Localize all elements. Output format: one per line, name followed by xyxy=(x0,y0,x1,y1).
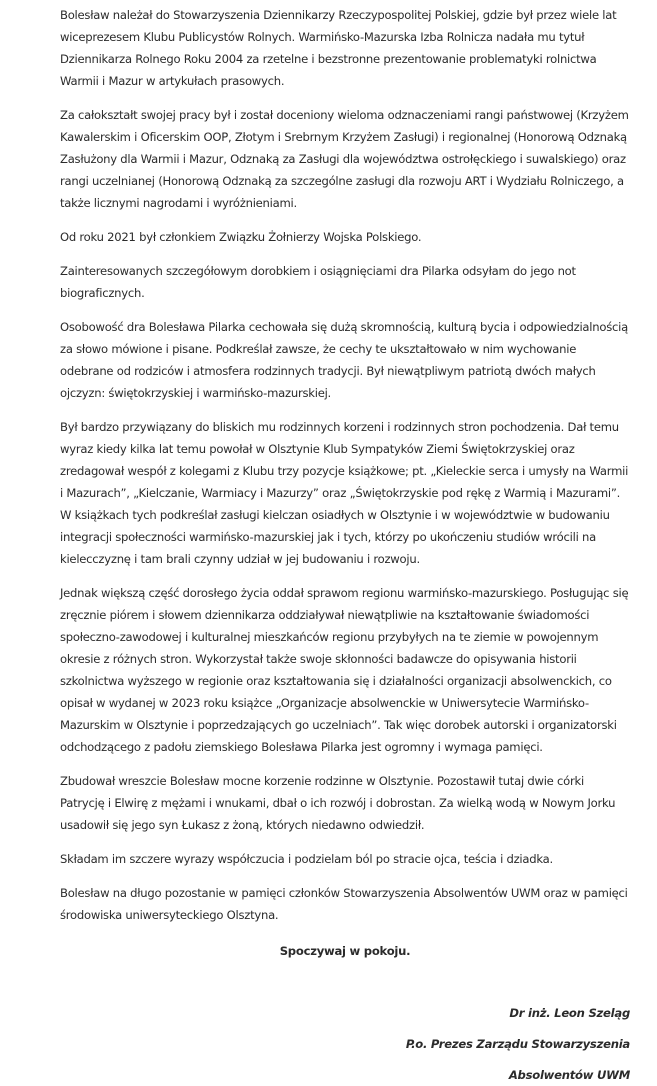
paragraph: Bolesław należał do Stowarzyszenia Dziennikarzy Rzeczypospolitej Polskiej, gdzie był przez wiele lat wiceprezesem Klubu Publicystów Rolnych. Warmińsko-Mazurska Izba Rolnicza nadała mu tytuł Dziennikarza Rolnego Roku 2004 za rzetelne i bezstronne prezentowanie problematyki rolnictwa Warmii i Mazur w artykułach prasowych. xyxy=(60,8,617,88)
paragraph: Był bardzo przywiązany do bliskich mu rodzinnych korzeni i rodzinnych stron pochodzenia. Dał temu wyraz kiedy kilka lat temu powołał w Olsztynie Klub Sympatyków Ziemi Świętokrzyskiej oraz zredagował wespół z kolegami z Klubu trzy pozycje książkowe; pt. „Kieleckie serca i umysły na Warmii i Mazurach”, „Kielczanie, Warmiacy i Mazurzy” oraz „Świętokrzyskie pod rękę z Warmią i Mazurami”. W książkach tych podkreślał zasługi kielczan osiadłych w Olsztynie i w województwie w budowaniu integracji społeczności warmińsko-mazurskiej jak i tych, którzy po ukończeniu studiów wrócili na kielecczyznę i tam brali czynny udział w jej budowaniu i rozwoju. xyxy=(60,420,629,566)
signature-org: Absolwentów UWM xyxy=(508,1068,630,1082)
paragraph: Osobowość dra Bolesława Pilarka cechowała się dużą skromnością, kulturą bycia i odpowiedzialnością za słowo mówione i pisane. Podkreślał zawsze, że cechy te ukształtowało w nim wychowanie odebrane od rodziców i atmosfera rodzinnych tradycji. Był niewątpliwym patriotą dwóch małych ojczyzn: świętokrzyskiej i warmińsko-mazurskiej. xyxy=(60,320,628,400)
paragraph: Zainteresowanych szczegółowym dorobkiem i osiągnięciami dra Pilarka odsyłam do jego not biograficznych. xyxy=(60,264,576,300)
signature-name: Dr inż. Leon Szeląg xyxy=(509,1006,630,1020)
paragraph: Składam im szczere wyrazy współczucia i podzielam ból po stracie ojca, teścia i dziadka. xyxy=(60,852,553,866)
paragraph: Od roku 2021 był członkiem Związku Żołnierzy Wojska Polskiego. xyxy=(60,230,422,244)
closing-line: Spoczywaj w pokoju. xyxy=(279,944,411,958)
document-body xyxy=(60,4,630,1086)
paragraph: Za całokształt swojej pracy był i został doceniony wieloma odznaczeniami rangi państwowej (Krzyżem Kawalerskim i Oficerskim OOP, Złotym i Srebrnym Krzyżem Zasługi) i regionalnej (Honorową Odznaką Zasłużony dla Warmii i Mazur, Odznaką za Zasługi dla województwa ostrołęckiego i suwalskiego) oraz rangi uczelnianej (Honorową Odznaką za szczególne zasługi dla rozwoju ART i Wydziału Rolniczego, a także licznymi nagrodami i wyróżnieniami. xyxy=(60,108,629,210)
paragraph: Bolesław na długo pozostanie w pamięci członków Stowarzyszenia Absolwentów UWM oraz w pamięci środowiska uniwersyteckiego Olsztyna. xyxy=(60,886,628,922)
signature-title: P.o. Prezes Zarządu Stowarzyszenia xyxy=(405,1037,630,1051)
paragraph: Zbudował wreszcie Bolesław mocne korzenie rodzinne w Olsztynie. Pozostawił tutaj dwie córki Patrycję i Elwirę z mężami i wnukami, dbał o ich rozwój i dobrostan. Za wielką wodą w Nowym Jorku usadowił się jego syn Łukasz z żoną, których niedawno odwiedził. xyxy=(60,774,616,832)
paragraph: Jednak większą część dorosłego życia oddał sprawom regionu warmińsko-mazurskiego. Posługując się zręcznie piórem i słowem dziennikarza oddziaływał niewątpliwie na kształtowanie świadomości społeczno-zawodowej i kulturalnej mieszkańców regionu przybyłych na te ziemie w powojennym okresie z różnych stron. Wykorzystał także swoje skłonności badawcze do opisywania historii szkolnictwa wyższego w regionie oraz kształtowania się i działalności organizacji absolwenckich, co opisał w wydanej w 2023 roku książce „Organizacje absolwenckie w Uniwersytecie Warmińsko-Mazurskim w Olsztynie i poprzedzających go uczelniach”. Tak więc dorobek autorski i organizatorski odchodzącego z padołu ziemskiego Bolesława Pilarka jest ogromny i wymaga pamięci. xyxy=(60,586,629,754)
